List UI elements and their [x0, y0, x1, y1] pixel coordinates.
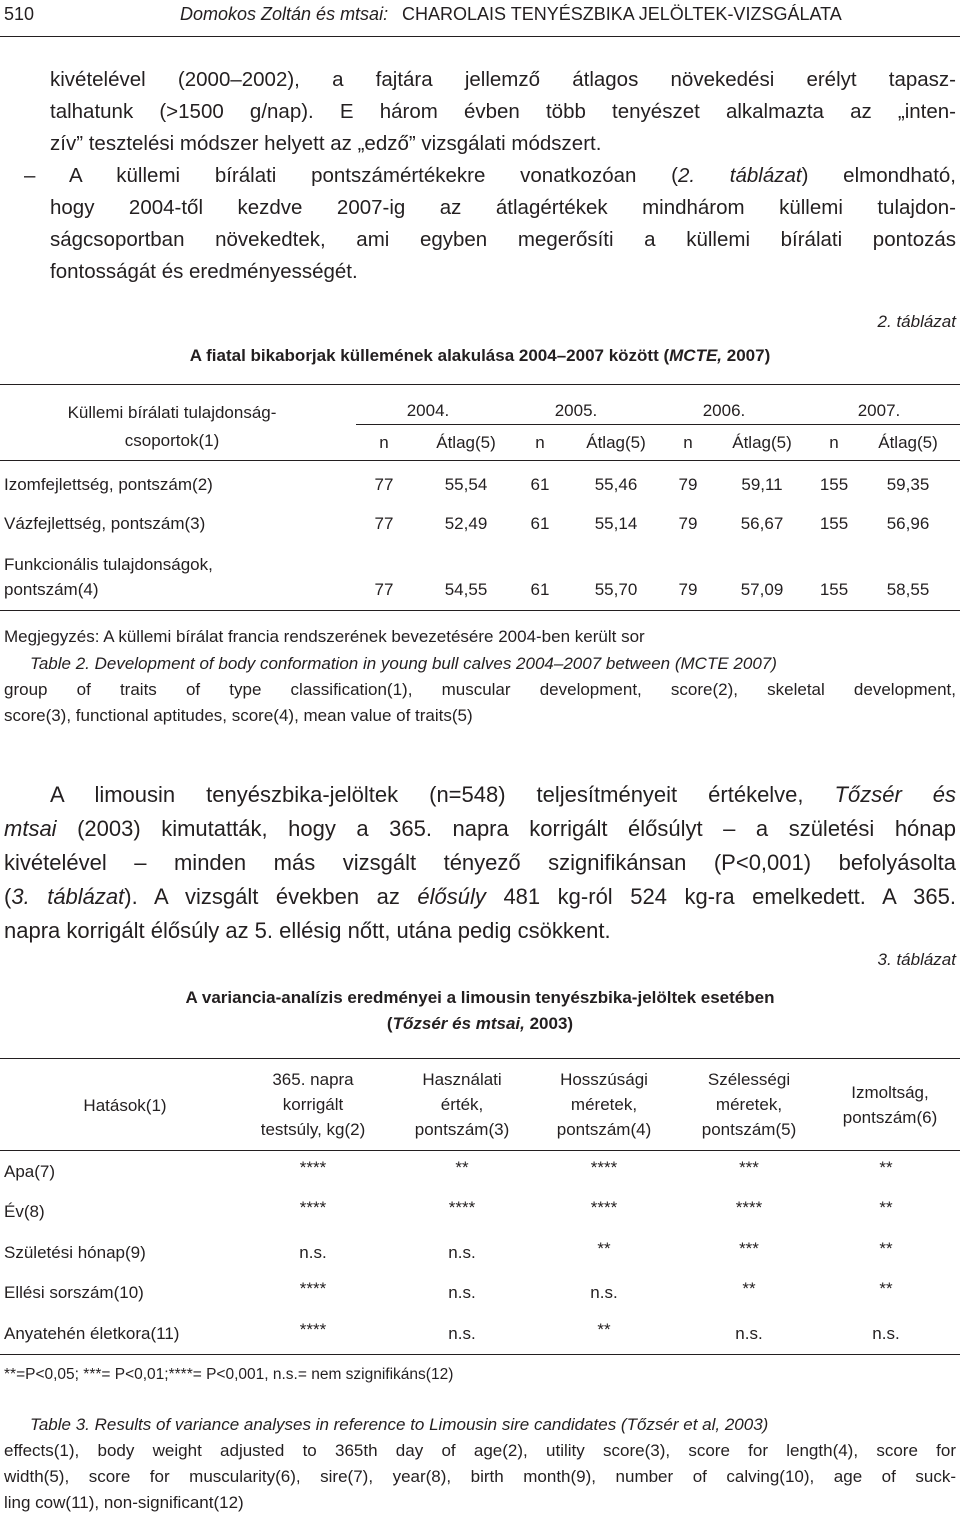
table3-en-caption-3: width(5), score for muscularity(6), sire(7), year(8), birth month(9), number of calving(10), age of suck-: [4, 1467, 956, 1486]
intro-line-7: fontosságát és eredményességét.: [50, 260, 358, 283]
table3-en-caption-1: Table 3. Results of variance analyses in reference to Limousin sire candidates (Tőzsér et al, 2003): [30, 1415, 769, 1434]
header-rule: [0, 36, 960, 37]
table3-bottom-rule: [0, 1354, 960, 1355]
table-row-label: Év(8): [4, 1202, 45, 1221]
intro-paragraph-cont: [50, 192, 956, 288]
intro-line-5: hogy 2004-től kezdve 2007-ig az átlagértékek mindhárom küllemi tulajdon-: [50, 196, 956, 219]
table-row-label: Funkcionális tulajdonságok,: [4, 555, 213, 574]
page-number: 510: [4, 4, 35, 24]
table-row-label: Anyatehén életkora(11): [4, 1324, 180, 1343]
table-row-label: Izomfejlettség, pontszám(2): [4, 475, 213, 494]
intro-line-2: talhatunk (>1500 g/nap). E három évben több tenyészet alkalmazta az „inten-: [50, 100, 956, 123]
para2-body: mtsai (2003) kimutatták, hogy a 365. napra korrigált élősúlyt – a születési hónap kivételével – minden más vizsgált tényező szignifikánsan (P<0,001) befolyásolta (3. táblázat). A vizsgált években az élősúly 481 kg-ról 524 kg-ra emelkedett. A 365. napra korrigált élősúly az 5. ellésig nőtt, utána pedig csökkent.: [4, 816, 957, 943]
running-title-authors: Domokos Zoltán és mtsai:: [180, 4, 389, 24]
intro-bullet-line: [24, 160, 956, 192]
intro-paragraph: [50, 64, 956, 160]
table3-head-rule: [0, 1150, 960, 1151]
table2-year-rule: [356, 424, 960, 425]
table-row-label: Vázfejlettség, pontszám(3): [4, 514, 206, 533]
table2-en-caption-3: score(3), functional aptitudes, score(4), mean value of traits(5): [4, 706, 473, 725]
table2-head-rule: [0, 460, 960, 461]
intro-line-6: ságcsoportban növekedtek, ami egyben megerősíti a küllemi bírálati pontozás: [50, 228, 956, 251]
intro-line-4-text: – A küllemi bírálati pontszámértékekre vonatkozóan (: [24, 164, 678, 187]
para2-line-1: A limousin tenyészbika-jelöltek (n=548) teljesítményeit értékelve, Tőzsér és: [50, 782, 956, 807]
intro-line-4-end: ) elmondható,: [801, 164, 957, 187]
table3-top-rule: [0, 1058, 960, 1059]
table-row-label: Apa(7): [4, 1162, 56, 1181]
table2-en-caption-1: Table 2. Development of body conformation in young bull calves 2004–2007 between (MCTE 2007): [30, 654, 777, 673]
table3-en-caption-4: ling cow(11), non-significant(12): [4, 1493, 244, 1512]
table3-en-caption-2: effects(1), body weight adjusted to 365th day of age(2), utility score(3), score for length(4), score for: [4, 1441, 956, 1460]
table2-ref: 2. táblázat: [677, 164, 802, 187]
table-row-label-cont: pontszám(4): [4, 580, 99, 599]
table3-footnote: **=P<0,05; ***= P<0,01;****= P<0,001, n.s.= nem szignifikáns(12): [4, 1366, 454, 1383]
table2-en-caption-2: group of traits of type classification(1), muscular development, score(2), skeletal development,: [4, 680, 956, 699]
table2-top-rule: [0, 384, 960, 385]
table2-bottom-rule: [0, 610, 960, 611]
table2-note: Megjegyzés: A küllemi bírálat francia rendszerének bevezetésére 2004-ben került sor: [4, 627, 645, 646]
table-row-label: Ellési sorszám(10): [4, 1283, 144, 1302]
intro-line-3: zív” tesztelési módszer helyett az „edző” vizsgálati módszert.: [50, 132, 602, 155]
intro-line-1: kivételével (2000–2002), a fajtára jellemző átlagos növekedési erélyt tapasz-: [50, 68, 956, 91]
table-row-label: Születési hónap(9): [4, 1243, 146, 1262]
running-title: CHAROLAIS TENYÉSZBIKA JELÖLTEK-VIZSGÁLATA: [402, 4, 842, 24]
